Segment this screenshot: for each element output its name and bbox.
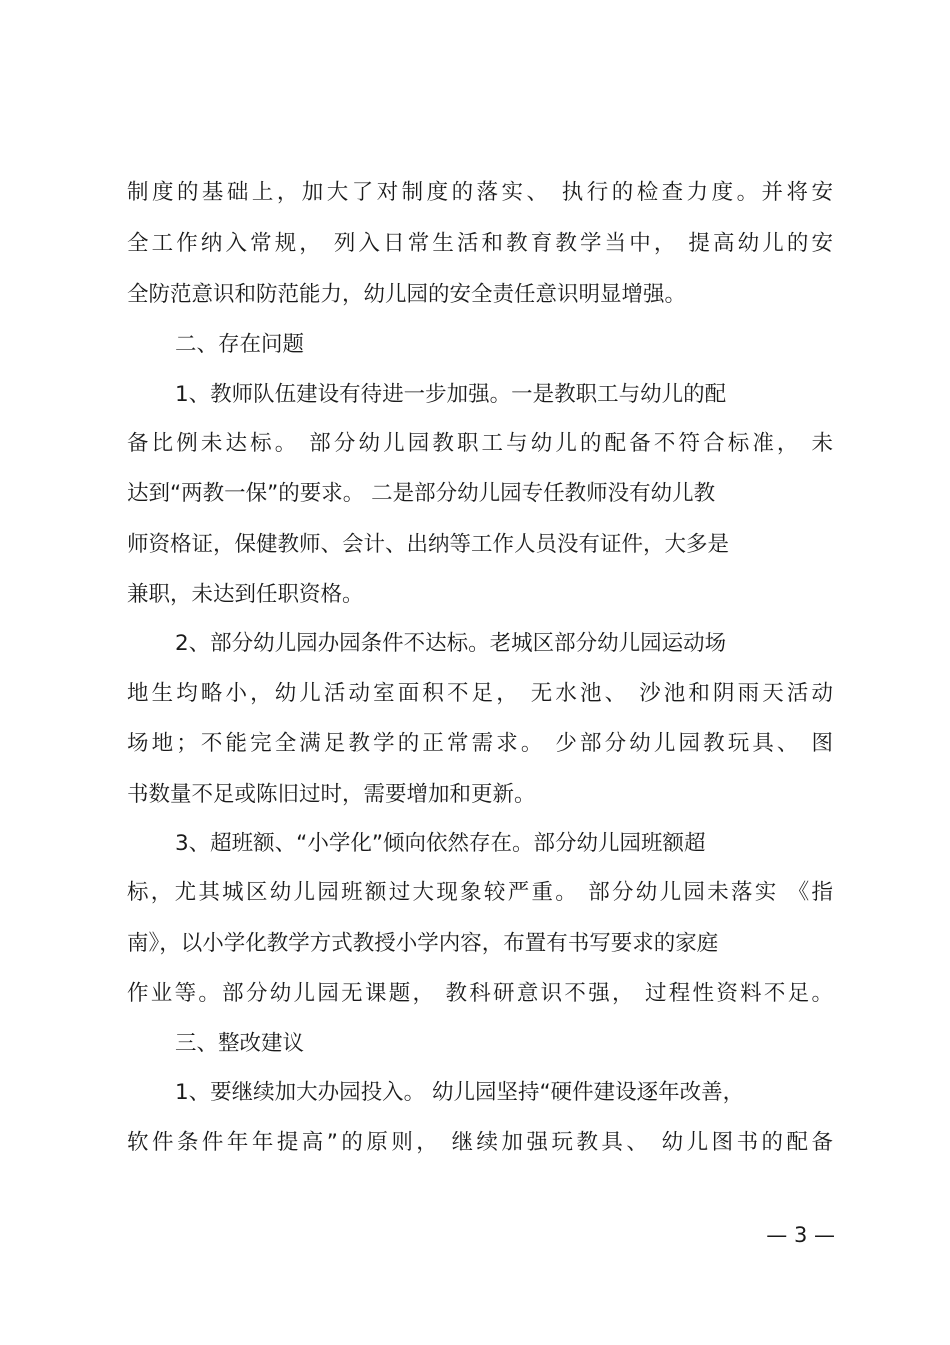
text-line: 全工作纳入常规， 列入日常生活和教育教学当中， 提高幼儿的安 — [127, 231, 833, 256]
text-line: 软件条件年年提高”的原则， 继续加强玩教具、 幼儿图书的配备 — [127, 1130, 833, 1155]
text-line: 全防范意识和防范能力，幼儿园的安全责任意识明显增强。 — [127, 282, 687, 307]
text-line: 3、超班额、“小学化”倾向依然存在。部分幼儿园班额超 — [175, 831, 706, 856]
text-line: 场地；不能完全满足教学的正常需求。 少部分幼儿园教玩具、 图 — [127, 731, 833, 756]
section-heading: 二、存在问题 — [175, 332, 305, 357]
text-line: 地生均略小，幼儿活动室面积不足， 无水池、 沙池和阴雨天活动 — [127, 681, 833, 706]
text-line: 1、教师队伍建设有待进一步加强。一是教职工与幼儿的配 — [175, 382, 727, 407]
text-line: 达到“两教一保”的要求。 二是部分幼儿园专任教师没有幼儿教 — [127, 481, 716, 506]
text-line: 作业等。部分幼儿园无课题， 教科研意识不强， 过程性资料不足。 — [127, 981, 833, 1006]
text-line: 1、要继续加大办园投入。 幼儿园坚持“硬件建设逐年改善， — [175, 1080, 745, 1105]
text-line: 师资格证，保健教师、会计、出纳等工作人员没有证件，大多是 — [127, 532, 730, 557]
text-line: 2、部分幼儿园办园条件不达标。老城区部分幼儿园运动场 — [175, 631, 727, 656]
text-line: 书数量不足或陈旧过时，需要增加和更新。 — [127, 782, 536, 807]
section-heading: 三、整改建议 — [175, 1031, 305, 1056]
text-line: 备比例未达标。 部分幼儿园教职工与幼儿的配备不符合标准， 未 — [127, 431, 833, 456]
text-line: 南》，以小学化教学方式教授小学内容，布置有书写要求的家庭 — [127, 931, 719, 956]
text-line: 兼职，未达到任职资格。 — [127, 582, 364, 607]
text-line: 制度的基础上，加大了对制度的落实、 执行的检查力度。并将安 — [127, 180, 833, 205]
page-number: — 3 — — [766, 1223, 835, 1247]
text-line: 标，尤其城区幼儿园班额过大现象较严重。 部分幼儿园未落实 《指 — [127, 880, 833, 905]
